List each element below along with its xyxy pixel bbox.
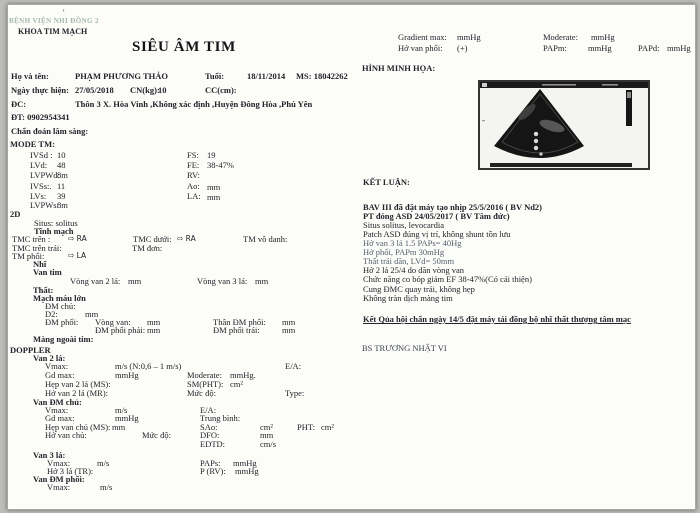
fs-label: FS: <box>187 150 199 160</box>
patient-name: PHẠM PHƯƠNG THẢO <box>75 71 169 81</box>
conclusion-line: Chức năng co bóp giảm EF 38-47%(Có cải thiện) <box>363 274 532 284</box>
d2-unit: mm <box>85 309 99 319</box>
lpa-label: ĐM phổi trái: <box>213 325 260 335</box>
la-unit: mm <box>207 192 221 202</box>
mv-smpht-unit: cm² <box>230 379 243 389</box>
tv-vmax-unit: m/s <box>97 458 110 468</box>
pulmonary-regurg-value: (+) <box>457 43 468 53</box>
ivc-value: ⇨ RA <box>177 234 196 243</box>
mv-gdmax-label: Gd max: <box>45 370 75 380</box>
lvpwd-value: 8m <box>57 170 68 180</box>
twod-heading: 2D <box>10 209 21 219</box>
lvpws-value: 8m <box>57 200 68 210</box>
d2-label: D2: <box>45 309 58 319</box>
mv-vmax-unit: m/s (N:0,6 – 1 m/s) <box>115 361 182 371</box>
conclusion-line: BAV III đã đặt máy tạo nhịp 25/5/2016 ( BV Nd2) <box>363 202 543 212</box>
tv-paps-unit: mmHg <box>233 458 257 468</box>
lvs-value: 39 <box>57 191 66 201</box>
rpa-label: ĐM phổi phải: <box>95 325 146 335</box>
svc-value: ⇨ RA <box>68 234 87 243</box>
mv-gdmax-unit: mmHg <box>115 370 139 380</box>
ultrasound-image <box>478 80 650 170</box>
gradient-max-unit: mmHg <box>457 32 481 42</box>
av-stenosis-unit: mm <box>112 422 126 432</box>
pericardium-heading: Màng ngoài tim: <box>33 334 94 344</box>
great-vessels-heading: Mạch máu lớn <box>33 293 86 303</box>
gradient-max-label: Gradient max: <box>398 32 447 42</box>
azygos-vein-label: TM đơn: <box>132 243 163 253</box>
pa-trunk-unit: mm <box>282 317 296 327</box>
mitral-annulus-label: Vòng van 2 lá: <box>70 276 121 286</box>
conclusion-line: Hở van 3 lá 1.5 PAPs= 40Hg <box>363 238 462 248</box>
tricuspid-annulus-unit: mm <box>255 276 269 286</box>
conclusion-heading: KẾT LUẬN: <box>363 177 410 187</box>
mv-regurg-label: Hở van 2 lá (MR): <box>45 388 109 398</box>
ultrasound-sector-graphic <box>480 82 648 168</box>
av-sao-unit: cm² <box>260 422 273 432</box>
av-mean-label: Trung bình: <box>200 413 241 423</box>
ivss-label: IVSs:. <box>30 181 52 191</box>
av-gdmax-unit: mmHg <box>115 413 139 423</box>
scan-artifact-mark: ' <box>63 7 65 17</box>
department-name: KHOA TIM MẠCH <box>18 27 88 36</box>
hospital-name: BỆNH VIỆN NHI ĐỒNG 2 <box>9 17 99 25</box>
veins-heading: Tĩnh mạch <box>34 226 74 236</box>
av-grade-label: Mức độ: <box>142 430 171 440</box>
atria-heading: Nhĩ <box>33 259 47 269</box>
mv-moderate-unit: mmHg. <box>230 370 256 380</box>
conclusion-line: Cung ĐMC quay trái, không hẹp <box>363 284 475 294</box>
situs-value: Situs: solitus <box>34 218 78 228</box>
rv-label: RV: <box>187 170 200 180</box>
conclusion-line: PT đóng ASD 24/05/2017 ( BV Tâm đức) <box>363 211 510 221</box>
papm-label: PAPm: <box>543 43 567 53</box>
moderate-label: Moderate: <box>543 32 578 42</box>
address-value: Thôn 3 X. Hòa Vinh ,Không xác định ,Huyện Đông Hòa ,Phú Yên <box>75 99 313 109</box>
av-regurg-label: Hở van chủ: <box>45 430 87 440</box>
aortic-valve-heading: Van ĐM chủ: <box>33 397 82 407</box>
fe-value: 38-47% <box>207 160 234 170</box>
papd-label: PAPd: <box>638 43 660 53</box>
tv-vmax-label: Vmax: <box>47 458 71 468</box>
tv-prv-unit: mmHg <box>235 466 259 476</box>
papd-unit: mmHg <box>667 43 691 53</box>
mv-grade-label: Mức độ: <box>187 388 216 398</box>
clinical-diagnosis-label: Chẩn đoán lâm sàng: <box>11 126 89 136</box>
mv-vmax-label: Vmax: <box>45 361 69 371</box>
tv-paps-label: PAPs: <box>200 458 221 468</box>
address-label: ĐC: <box>11 99 27 109</box>
pulmonic-valve-heading: Van ĐM phổi: <box>33 474 85 484</box>
conclusion-line: Patch ASD đúng vị trí, không shunt tồn lưu <box>363 229 511 239</box>
av-pht-unit: cm² <box>321 422 334 432</box>
report-title: SIÊU ÂM TIM <box>132 39 236 55</box>
tricuspid-valve-heading: Van 3 lá: <box>33 450 66 460</box>
tv-regurg-label: Hở 3 lá (TR): <box>47 466 94 476</box>
ao-label: Ao: <box>187 181 200 191</box>
lvs-label: LVs: <box>30 191 47 201</box>
tv-prv-label: P (RV): <box>200 466 226 476</box>
pa-annulus-unit: mm <box>147 317 161 327</box>
pulmonary-vein-label: TM phổi: <box>12 251 45 261</box>
av-edtd-label: EDTD: <box>200 439 226 449</box>
illustration-label: HÌNH MINH HỌA: <box>362 63 436 73</box>
pulmonary-regurg-label: Hở van phổi: <box>398 43 443 53</box>
conclusion-line: Không tràn dịch màng tim <box>363 293 453 303</box>
av-gdmax-label: Gd max: <box>45 413 75 423</box>
av-stenosis-label: Hẹp van chủ (MS): <box>45 422 111 432</box>
ao-unit: mm <box>207 182 221 192</box>
av-edtd-unit: cm/s <box>260 439 277 449</box>
consult-result-line: Kết Qủa hội chẩn ngày 14/5 đặt máy tái đồng bộ nhĩ thất thượng tâm mạc <box>363 314 631 324</box>
pv-vmax-label: Vmax: <box>47 482 71 492</box>
la-label: LA: <box>187 191 201 201</box>
lpa-unit: mm <box>282 325 296 335</box>
av-ea-label: E/A: <box>200 405 217 415</box>
mv-moderate-label: Moderate: <box>187 370 222 380</box>
age-label: Tuổi: <box>205 71 225 81</box>
pa-annulus-label: Vòng van: <box>95 317 131 327</box>
lvd-label: LVd: <box>30 160 48 170</box>
lvpws-label: LVPWs: <box>30 200 59 210</box>
fe-label: FE: <box>187 160 200 170</box>
mv-smpht-label: SM(PHT): <box>187 379 224 389</box>
av-vmax-unit: m/s <box>115 405 128 415</box>
av-vmax-label: Vmax: <box>45 405 69 415</box>
ivss-value: 11 <box>57 181 66 191</box>
moderate-unit: mmHg <box>591 32 615 42</box>
lvd-value: 48 <box>57 160 66 170</box>
conclusion-line: Hở 2 lá 25/4 do dãn vòng van <box>363 265 465 275</box>
exam-date-label: Ngày thực hiện: <box>11 85 69 95</box>
weight-label: CN(kg): <box>130 85 160 95</box>
pulmonary-vein-value: ⇨ LA <box>68 251 87 260</box>
age-value: 18/11/2014 <box>247 71 286 81</box>
av-sao-label: SAo: <box>200 422 218 432</box>
fs-value: 19 <box>207 150 216 160</box>
pa-label: ĐM phổi: <box>45 317 79 327</box>
height-label: CC(cm): <box>205 85 237 95</box>
pa-trunk-label: Thân ĐM phổi: <box>213 317 266 327</box>
weight-value: 10 <box>158 85 167 95</box>
pv-vmax-unit: m/s <box>100 482 113 492</box>
conclusion-line: Thất trái dãn, LVd= 50mm <box>363 256 455 266</box>
papm-unit: mmHg <box>588 43 612 53</box>
svc-label: TMC trên : <box>12 234 51 244</box>
tricuspid-annulus-label: Vòng van 3 lá: <box>197 276 248 286</box>
patient-name-label: Họ và tên: <box>11 71 49 81</box>
av-dfo-unit: mm <box>260 430 274 440</box>
ivc-label: TMC dưới: <box>133 234 172 244</box>
ventricles-heading: Thất: <box>33 285 54 295</box>
conclusion-line: Situs solitus, levocardia <box>363 220 444 230</box>
lvpwd-label: LVPWd: <box>30 170 60 180</box>
ivsd-value: 10 <box>57 150 66 160</box>
mv-type-label: Type: <box>285 388 305 398</box>
mitral-valve-heading: Van 2 lá: <box>33 353 66 363</box>
exam-date-value: 27/05/2018 <box>75 85 114 95</box>
mode-tm-heading: MODE TM: <box>10 139 55 149</box>
rpa-unit: mm <box>147 325 161 335</box>
left-svc-label: TMC trên trái: <box>12 243 62 253</box>
valves-heading: Van tim <box>33 267 62 277</box>
mitral-annulus-unit: mm <box>128 276 142 286</box>
conclusion-line: Hở phổi, PAPm 30mHg <box>363 247 445 257</box>
ivsd-label: IVSd : <box>30 150 53 160</box>
aorta-label: ĐM chủ: <box>45 301 76 311</box>
av-dfo-label: DFO: <box>200 430 220 440</box>
doctor-name: BS TRƯƠNG NHẬT VI <box>362 343 447 353</box>
phone-value: ĐT: 0902954341 <box>11 112 70 122</box>
mv-stenosis-label: Hẹp van 2 lá (MS): <box>45 379 111 389</box>
doppler-heading: DOPPLER <box>10 345 51 355</box>
mv-ea-label: E/A: <box>285 361 302 371</box>
ms-value: MS: 18042262 <box>296 71 348 81</box>
innominate-vein-label: TM vô danh: <box>243 234 288 244</box>
av-pht-label: PHT: <box>297 422 315 432</box>
